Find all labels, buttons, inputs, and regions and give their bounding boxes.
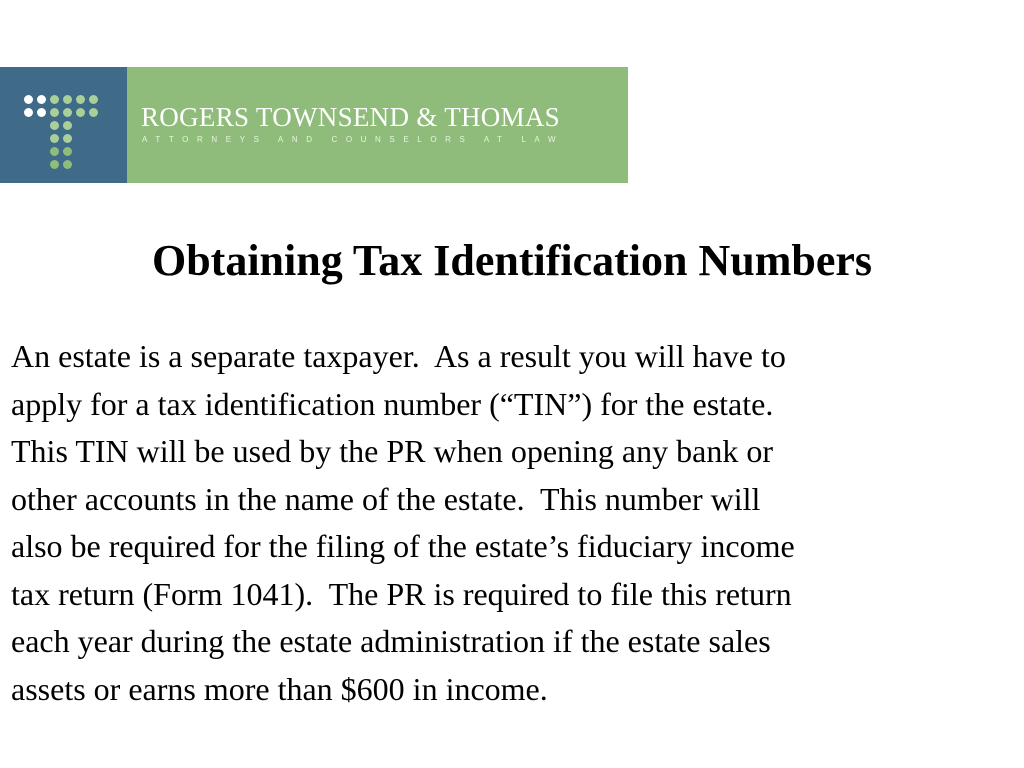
logo-dot (24, 95, 33, 104)
logo-dot (50, 160, 59, 169)
logo-dot (50, 95, 59, 104)
logo-dot (63, 121, 72, 130)
logo-dot (37, 95, 46, 104)
firm-name: ROGERS TOWNSEND & THOMAS (141, 102, 561, 132)
firm-logo-mark (0, 67, 127, 183)
logo-dot (89, 108, 98, 117)
body-line: assets or earns more than $600 in income. (11, 670, 548, 707)
logo-dot (76, 95, 85, 104)
logo-dot (63, 160, 72, 169)
logo-dot (63, 95, 72, 104)
body-line: other accounts in the name of the estate. This number will (11, 480, 761, 517)
body-line: apply for a tax identification number (“TIN”) for the estate. (11, 385, 774, 422)
firm-logo-text-panel (127, 67, 628, 183)
logo-dot (37, 108, 46, 117)
logo-dot (50, 108, 59, 117)
body-paragraph (11, 333, 1011, 713)
body-line: An estate is a separate taxpayer. As a result you will have to (11, 338, 786, 374)
logo-dot (63, 147, 72, 156)
logo-dot (50, 121, 59, 130)
logo-dot (50, 147, 59, 156)
logo-dot (63, 108, 72, 117)
body-line: This TIN will be used by the PR when opening any bank or (11, 433, 773, 469)
logo-dot (50, 134, 59, 143)
slide-title: Obtaining Tax Identification Numbers (151, 236, 873, 285)
body-line: tax return (Form 1041). The PR is required to file this return (11, 575, 792, 612)
firm-logo-banner (0, 67, 628, 183)
logo-dot (89, 95, 98, 104)
logo-dot (63, 134, 72, 143)
body-line: also be required for the filing of the estate’s fiduciary income (11, 528, 795, 564)
logo-dot (24, 108, 33, 117)
firm-tagline: ATTORNEYS AND COUNSELORS AT LAW (142, 135, 565, 144)
body-line: each year during the estate administration if the estate sales (11, 623, 771, 659)
logo-dot (76, 108, 85, 117)
